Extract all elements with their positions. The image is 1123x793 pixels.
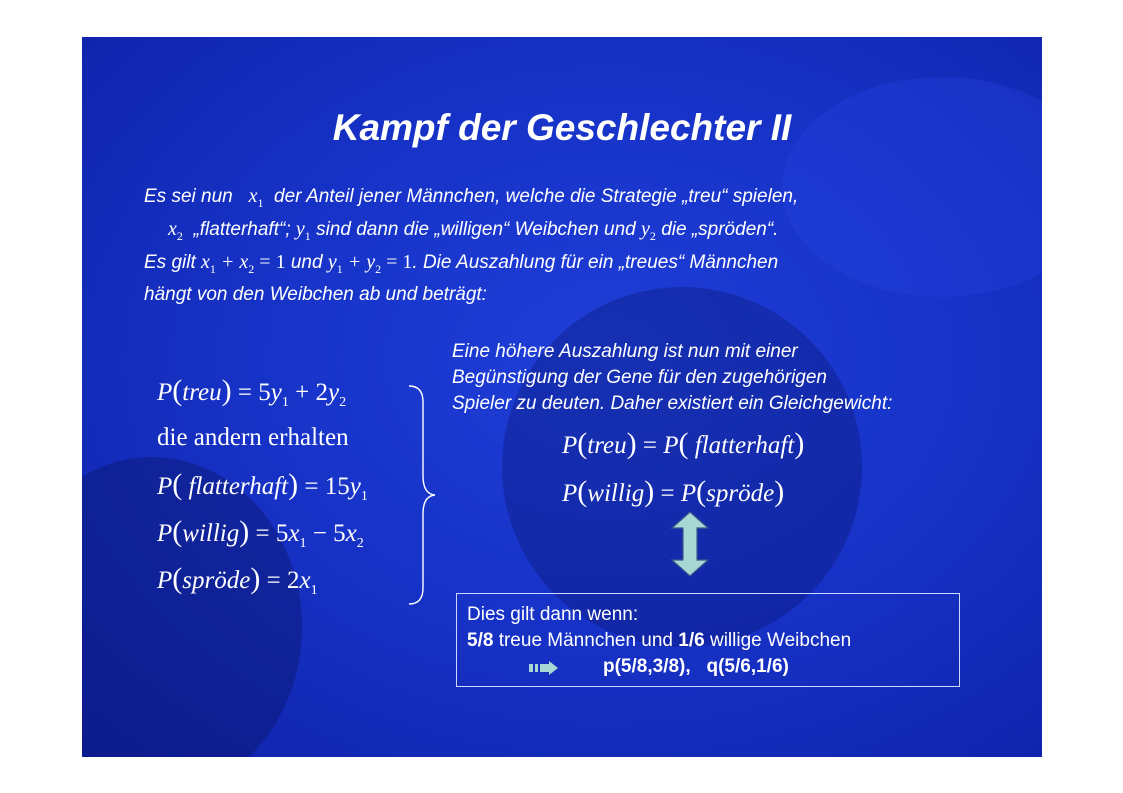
intro-line-3 (144, 249, 1024, 282)
explanation-text (452, 339, 1022, 417)
var-x1: $x_1$ (248, 185, 264, 210)
equilibrium-arg: treu (587, 432, 627, 459)
explanation-line: Spieler zu deuten. Daher existiert ein Gleichgewicht: (452, 393, 893, 414)
equilibrium-arg: willig (587, 480, 645, 507)
result-box (456, 593, 960, 687)
result-text: willige Weibchen (704, 630, 852, 651)
equilibrium-arg: flatterhaft (694, 432, 795, 459)
equation-x-sum: $x_1 + x_2 = 1$ (201, 251, 286, 276)
var-y1: $y_1$ (295, 218, 311, 243)
formula-flatterhaft: P( flatterhaft) = $15y_1$ (157, 468, 368, 504)
result-strategies: p(5/8,3/8), q(5/6,1/6) (603, 656, 789, 677)
formula-arg: flatterhaft (188, 473, 289, 500)
formula-arg: spröde (182, 567, 251, 594)
formula-coef: − 5 (312, 520, 346, 547)
formula-coef: 5 (258, 379, 271, 406)
brace-icon (407, 384, 437, 606)
intro-text-part: der Anteil jener Männchen, welche die Strategie „treu“ spielen, (274, 186, 799, 207)
slide (82, 37, 1042, 757)
equilibrium-arg: spröde (706, 480, 775, 507)
result-line-1: Dies gilt dann wenn: (467, 604, 639, 625)
explanation-line: Eine höhere Auszahlung ist nun mit einer (452, 341, 798, 362)
formula-coef: 5 (275, 520, 289, 547)
fraction-willig: 1/6 (678, 630, 705, 651)
intro-text-part: sind dann die „willigen“ Weibchen und (316, 219, 636, 240)
formula-sproede: P(spröde) = $2x_1$ (157, 562, 318, 598)
intro-text-part: . Die Auszahlung für ein „treues“ Männchen (412, 252, 779, 273)
result-text: treue Männchen und (493, 630, 679, 651)
slide-title: Kampf der Geschlechter II (332, 107, 792, 148)
intro-text (144, 183, 1024, 308)
payoff-formulas (157, 367, 437, 602)
formula-coef: 15 (324, 473, 350, 500)
equilibrium-equation-1: P(treu) = P( flatterhaft) (562, 427, 805, 460)
double-arrow-icon (670, 511, 710, 577)
result-line-3 (467, 654, 949, 680)
intro-text-part: die „spröden“. (661, 219, 779, 240)
explanation-line: Begünstigung der Gene für den zugehörigen (452, 367, 827, 388)
intro-line-2 (144, 216, 1024, 249)
intro-text-part: „flatterhaft“; (193, 219, 291, 240)
formula-treu: P(treu) = $5y_1 + 2y_2$ (157, 374, 347, 410)
equilibrium-equation-2: P(willig) = P(spröde) (562, 475, 785, 508)
intro-text-part: Es gilt (144, 252, 196, 273)
formula-coef: 2 (286, 567, 300, 594)
formula-coef: + 2 (295, 379, 328, 406)
formula-arg: treu (182, 379, 222, 406)
fraction-treu: 5/8 (467, 630, 494, 651)
formula-willig: P(willig) = $5x_1 - 5x_2$ (157, 515, 364, 551)
formula-arg: willig (182, 520, 240, 547)
intro-text-part: Es sei nun (144, 186, 233, 207)
right-arrow-icon (529, 661, 559, 675)
equation-y-sum: $y_1 + y_2 = 1$ (327, 251, 413, 276)
intro-text-part: und (290, 252, 323, 273)
intro-line-1 (144, 183, 1024, 216)
result-line-2 (467, 628, 949, 654)
var-x2: $x_2$ (168, 218, 183, 243)
formula-note: die andern erhalten (157, 424, 349, 451)
intro-line-4: hängt von den Weibchen ab und beträgt: (144, 284, 487, 305)
var-y2: $y_2$ (641, 218, 656, 243)
